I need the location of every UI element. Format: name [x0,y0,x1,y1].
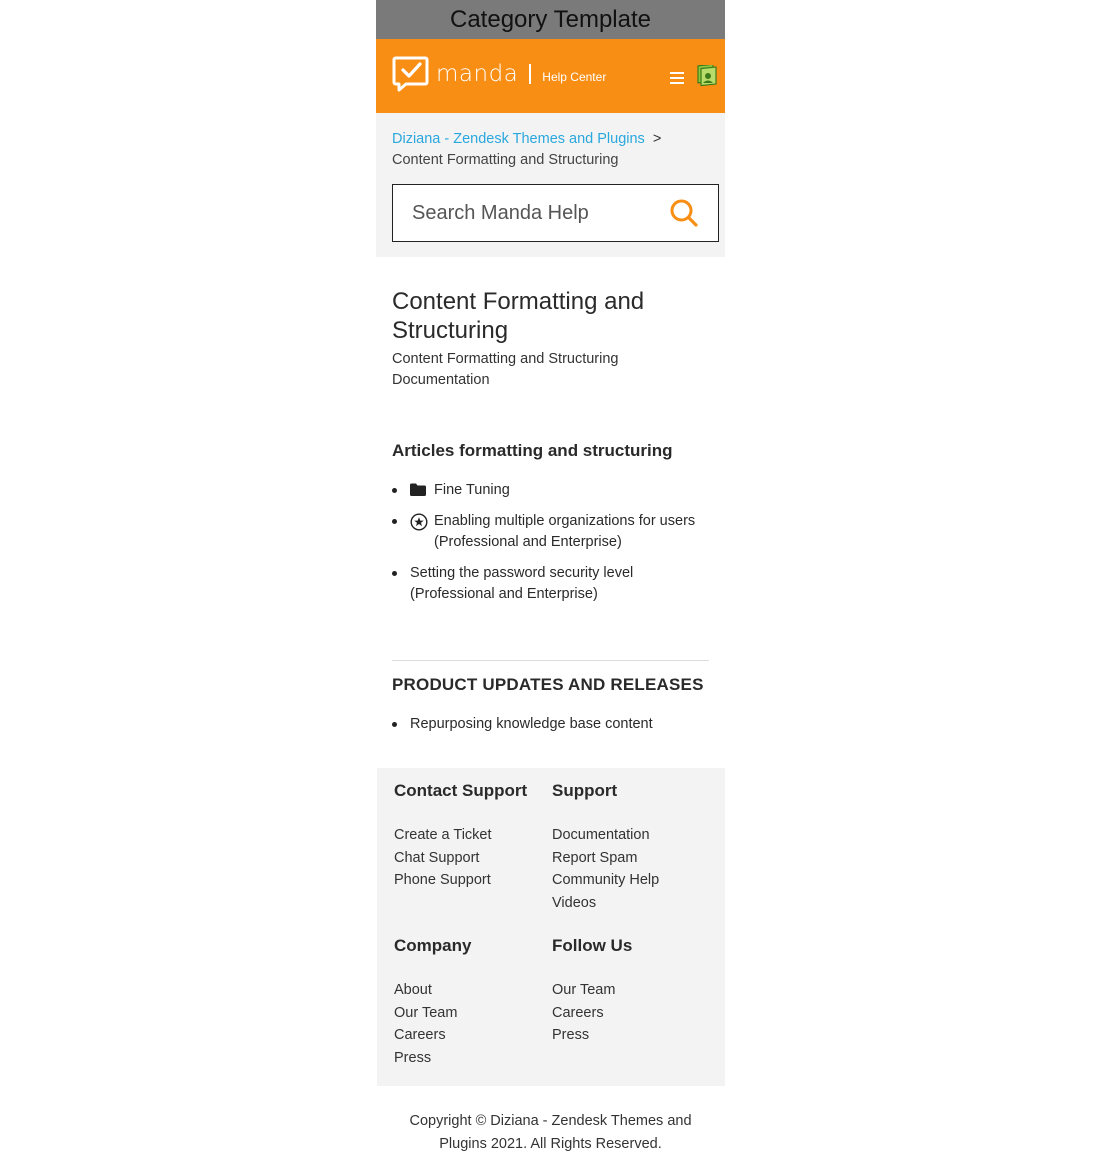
article-link[interactable]: Fine Tuning [434,482,510,498]
footer-heading: Support [552,781,618,800]
article-list [392,714,709,735]
article-link[interactable]: Setting the password security level (Professional and Enterprise) [410,565,634,602]
footer-column-company [394,936,471,1069]
footer-link[interactable]: Press [552,1027,590,1043]
article-link[interactable]: Repurposing knowledge base content [410,716,653,732]
folder-icon [410,483,426,496]
footer-heading: Company [394,936,472,955]
footer-column-contact [394,781,527,892]
footer-link[interactable]: About [394,982,432,998]
main-content [376,257,725,735]
user-avatar-icon[interactable] [697,65,717,87]
breadcrumb [392,129,709,171]
footer-link[interactable]: Careers [394,1027,446,1043]
logo-name: manda [436,60,519,87]
footer-link[interactable]: Videos [552,894,597,911]
site-footer [377,768,725,1086]
footer-heading: Follow Us [552,936,633,955]
footer-link[interactable]: Our Team [394,1004,458,1021]
copyright-text: Copyright © Diziana - Zendesk Themes and Plugins 2021. All Rights Reserved. [409,1113,692,1152]
breadcrumb-separator: > [652,131,662,147]
section-divider [392,660,709,661]
section-title[interactable]: PRODUCT UPDATES AND RELEASES [392,675,704,694]
list-item [392,714,709,735]
list-item [392,563,709,605]
search-input[interactable] [412,202,652,225]
list-item [392,480,709,501]
hamburger-menu-icon[interactable] [670,72,684,84]
list-item [392,511,709,553]
footer-link[interactable]: Create a Ticket [394,827,492,843]
logo-subtitle: Help Center [542,69,607,84]
site-header [376,39,725,113]
template-label-bar [376,0,725,39]
star-circle-icon [410,513,428,531]
page-title: Content Formatting and Structuring [392,288,645,344]
template-label: Category Template [450,5,651,33]
search-icon[interactable] [669,198,699,228]
article-link[interactable]: Enabling multiple organizations for users (Professional and Enterprise) [434,513,696,550]
logo-divider [529,64,531,84]
logo-link[interactable] [392,55,606,92]
chat-check-icon [392,55,429,92]
footer-heading: Contact Support [394,781,528,800]
footer-column-follow [552,936,632,1047]
footer-column-support [552,781,659,914]
footer-link[interactable]: Press [394,1049,432,1066]
section-title[interactable]: Articles formatting and structuring [392,441,673,460]
footer-link[interactable]: Report Spam [552,849,638,866]
hero-section [376,113,725,257]
footer-link[interactable]: Careers [552,1004,604,1021]
article-list [392,480,709,605]
footer-link[interactable]: Documentation [552,827,650,843]
footer-link[interactable]: Phone Support [394,872,491,888]
footer-link[interactable]: Our Team [552,982,616,998]
search-box [392,184,719,242]
page-frame [376,0,725,1165]
breadcrumb-current: Content Formatting and Structuring [392,152,619,168]
breadcrumb-home-link[interactable]: Diziana - Zendesk Themes and Plugins [392,131,645,147]
footer-link[interactable]: Chat Support [394,849,480,866]
category-description: Content Formatting and Structuring Documentation [392,351,619,388]
footer-link[interactable]: Community Help [552,872,660,888]
